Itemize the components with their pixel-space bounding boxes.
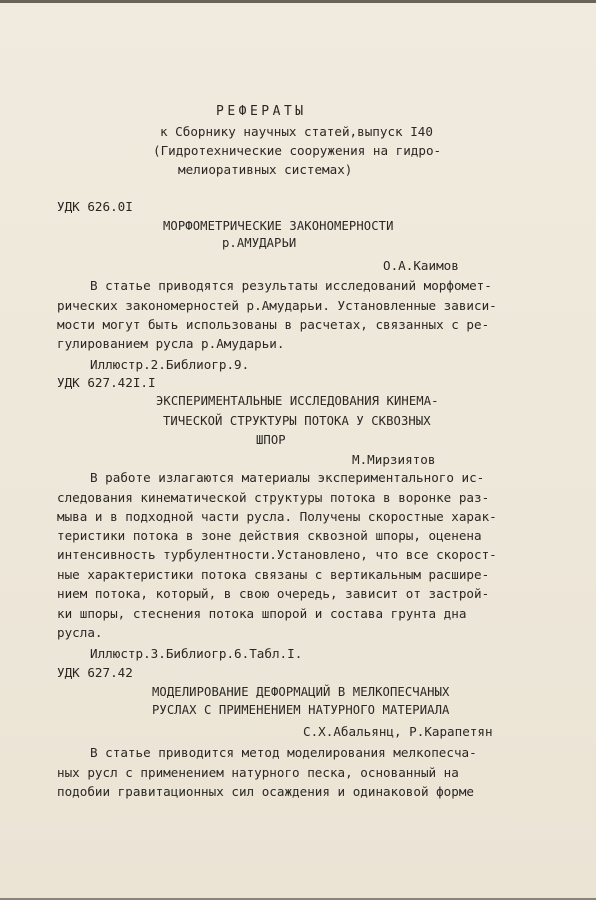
abstract-3-title-line-1: МОДЕЛИРОВАНИЕ ДЕФОРМАЦИЙ В МЕЛКОПЕСЧАНЫХ: [152, 685, 450, 699]
abstract-2-body-line-7: нием потока, который, в свою очередь, зависит от застрой-: [57, 586, 490, 601]
abstract-2-body-line-4: теристики потока в зоне действия сквозной шпоры, оценена: [57, 528, 482, 543]
abstract-1-body-line-4: гулированием русла р.Амударьи.: [57, 336, 285, 351]
abstract-1-body-line-2: рических закономерностей р.Амударьи. Установленные зависи-: [57, 298, 497, 313]
abstract-3-body-line-2: ных русл с применением натурного песка, основанный на: [57, 765, 459, 780]
abstract-2-title-line-3: ШПОР: [256, 433, 286, 447]
abstract-1-udk: УДК 626.0I: [57, 199, 133, 214]
abstract-2-udk: УДК 627.42I.I: [57, 375, 156, 390]
page-top-edge: [0, 0, 596, 3]
document-title: РЕФЕРАТЫ: [216, 104, 307, 119]
abstract-3-udk: УДК 627.42: [57, 665, 133, 680]
abstract-2-refs: Иллюстр.3.Библиогр.6.Табл.I.: [90, 646, 303, 661]
abstract-2-body-line-6: ные характеристики потока связаны с вертикальным расшире-: [57, 567, 490, 582]
abstract-2-body-line-9: русла.: [57, 625, 103, 640]
abstract-1-title-line-1: МОРФОМЕТРИЧЕСКИЕ ЗАКОНОМЕРНОСТИ: [163, 219, 394, 233]
abstract-3-title-line-2: РУСЛАХ С ПРИМЕНЕНИЕМ НАТУРНОГО МАТЕРИАЛА: [152, 703, 450, 717]
header-line-1: к Сборнику научных статей,выпуск I40: [160, 124, 433, 139]
abstract-2-body-line-1: В работе излагаются материалы экспериментального ис-: [90, 470, 485, 485]
abstract-2-body-line-2: следования кинематической структуры потока в воронке раз-: [57, 490, 490, 505]
header-line-3: мелиоративных системах): [178, 162, 353, 177]
abstract-1-author: О.А.Каимов: [383, 258, 459, 273]
abstract-2-author: М.Мирзиятов: [352, 452, 436, 467]
abstract-1-refs: Иллюстр.2.Библиогр.9.: [90, 357, 250, 372]
abstract-2-title-line-1: ЭКСПЕРИМЕНТАЛЬНЫЕ ИССЛЕДОВАНИЯ КИНЕМА-: [156, 394, 439, 408]
header-line-2: (Гидротехнические сооружения на гидро-: [153, 143, 442, 158]
abstract-3-body-line-3: подобии гравитационных сил осаждения и одинаковой форме: [57, 784, 475, 799]
abstract-1-body-line-1: В статье приводятся результаты исследований морфомет-: [90, 278, 492, 293]
abstract-2-body-line-8: ки шпоры, стеснения потока шпорой и состава грунта дна: [57, 606, 467, 621]
abstract-1-body-line-3: мости могут быть использованы в расчетах, связанных с ре-: [57, 317, 490, 332]
abstract-1-title-line-2: р.АМУДАРЬИ: [222, 236, 297, 250]
abstract-2-body-line-5: интенсивность турбулентности.Установлено, что все скорост-: [57, 547, 497, 562]
abstract-3-body-line-1: В статье приводится метод моделирования мелкопесча-: [90, 745, 477, 760]
abstract-2-title-line-2: ТИЧЕСКОЙ СТРУКТУРЫ ПОТОКА У СКВОЗНЫХ: [163, 414, 431, 428]
abstract-3-author: С.Х.Абальянц, Р.Карапетян: [303, 724, 493, 739]
abstract-2-body-line-3: мыва и в подходной части русла. Получены скоростные харак-: [57, 509, 497, 524]
